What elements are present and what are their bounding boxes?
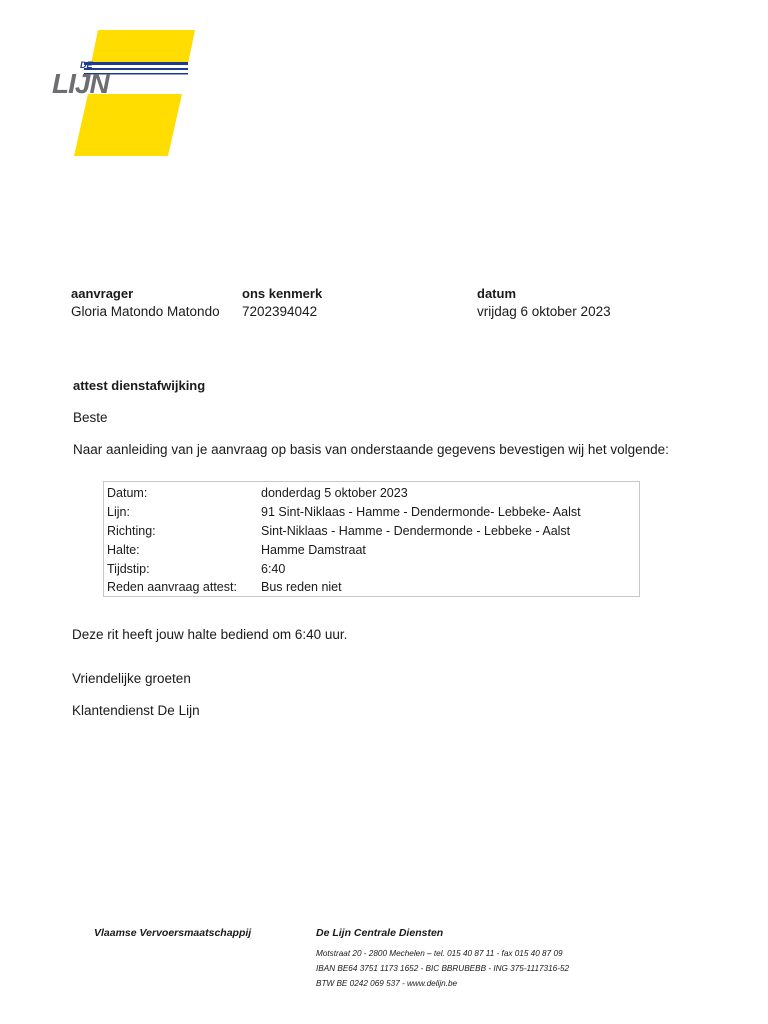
reference-label: ons kenmerk: [242, 286, 323, 301]
table-row: [104, 503, 639, 522]
logo-yellow-block-bottom: [74, 94, 182, 156]
logo-yellow-block-top: [91, 30, 195, 64]
reference-value: 7202394042: [242, 304, 318, 319]
details-table: [103, 481, 640, 597]
date-value: vrijdag 6 oktober 2023: [477, 304, 611, 319]
requester-value: Gloria Matondo Matondo: [71, 304, 220, 319]
row-label: Datum:: [107, 486, 148, 501]
table-row: [104, 578, 639, 597]
footer-organisation: Vlaamse Vervoersmaatschappij: [94, 927, 252, 939]
footer-department: De Lijn Centrale Diensten: [316, 927, 444, 939]
table-row: [104, 484, 639, 503]
intro-paragraph: Naar aanleiding van je aanvraag op basis van onderstaande gegevens bevestigen wij het volgende:: [73, 442, 669, 457]
footer-address: Motstraat 20 - 2800 Mechelen – tel. 015 40 87 11 - fax 015 40 87 09: [316, 949, 563, 958]
conclusion-paragraph: Deze rit heeft jouw halte bediend om 6:40 uur.: [72, 627, 348, 642]
table-row: [104, 559, 639, 578]
footer-vat: BTW BE 0242 069 537 - www.delijn.be: [316, 979, 458, 988]
de-lijn-logo: [50, 26, 202, 164]
row-value: donderdag 5 oktober 2023: [261, 486, 408, 501]
requester-label: aanvrager: [71, 286, 134, 301]
table-row: [104, 522, 639, 541]
date-label: datum: [477, 286, 516, 301]
logo-text-lijn: LIJN: [52, 68, 109, 99]
signature: Klantendienst De Lijn: [72, 703, 200, 718]
row-label: Reden aanvraag attest:: [107, 580, 237, 595]
row-value: Bus reden niet: [261, 580, 342, 595]
row-value: Sint-Niklaas - Hamme - Dendermonde - Lebbeke - Aalst: [261, 523, 571, 538]
row-label: Halte:: [107, 542, 140, 557]
row-label: Tijdstip:: [107, 561, 150, 576]
logo-text-de: DE: [80, 60, 93, 70]
row-value: 6:40: [261, 561, 286, 576]
footer-bank: IBAN BE64 3751 1173 1652 - BIC BBRUBEBB - ING 375-1117316-52: [316, 964, 570, 973]
row-value: 91 Sint-Niklaas - Hamme - Dendermonde- Lebbeke- Aalst: [261, 505, 581, 520]
letter-subject: attest dienstafwijking: [73, 378, 206, 393]
table-row: [104, 540, 639, 559]
salutation: Beste: [73, 410, 108, 425]
row-label: Lijn:: [107, 505, 130, 520]
row-value: Hamme Damstraat: [261, 542, 366, 557]
row-label: Richting:: [107, 523, 156, 538]
closing: Vriendelijke groeten: [72, 671, 191, 686]
logo-blue-stripe: [84, 62, 188, 65]
